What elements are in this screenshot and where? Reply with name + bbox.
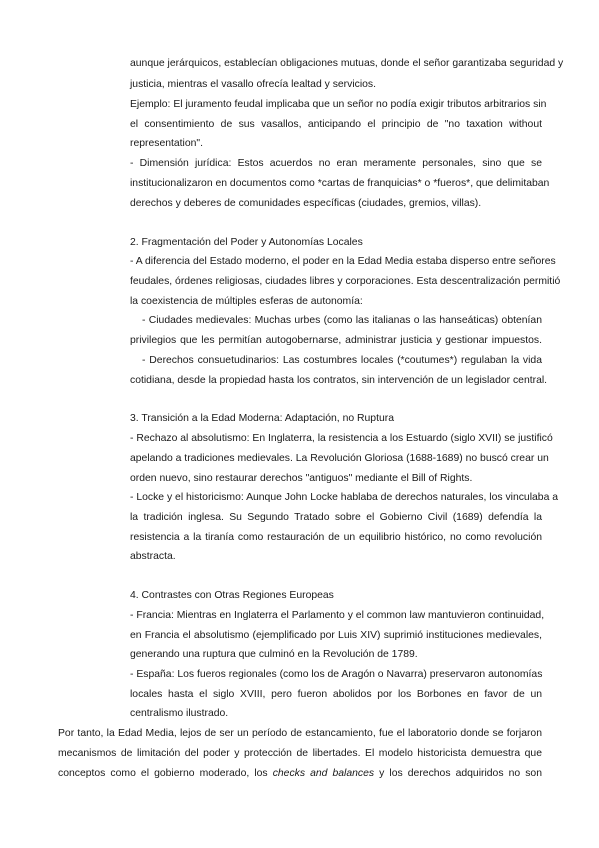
text-line: institucionalizaron en documentos como *cartas de franquicias* o *fueros*, que delimitaban xyxy=(130,178,550,189)
text-line: - España: Los fueros regionales (como los de Aragón o Navarra) preservaron autonomías xyxy=(130,669,543,680)
text-line: orden nuevo, sino restaurar derechos "antiguos" mediante el Bill of Rights. xyxy=(130,473,473,484)
text-line: la tradición inglesa. Su Segundo Tratado sobre el Gobierno Civil (1689) defendía la xyxy=(130,512,542,523)
text-line: representation". xyxy=(130,138,204,149)
text-line: resistencia a la tiranía como restauración de un equilibrio histórico, no como revolución xyxy=(130,532,542,543)
text-segment: y los derechos adquiridos no son xyxy=(374,768,542,779)
text-line: aunque jerárquicos, establecían obligaciones mutuas, donde el señor garantizaba seguridad y xyxy=(130,58,564,69)
section-heading: 2. Fragmentación del Poder y Autonomías Locales xyxy=(130,237,363,248)
text-line: generando una ruptura que culminó en la Revolución de 1789. xyxy=(130,649,418,660)
text-line: - Derechos consuetudinarios: Las costumbres locales (*coutumes*) regulaban la vida xyxy=(142,355,542,366)
text-line: Ejemplo: El juramento feudal implicaba que un señor no podía exigir tributos arbitrarios sin xyxy=(130,99,547,110)
italic-term: checks and balances xyxy=(272,768,375,779)
section-heading: 3. Transición a la Edad Moderna: Adaptación, no Ruptura xyxy=(130,413,394,424)
text-line: apelando a tradiciones medievales. La Revolución Gloriosa (1688-1689) no buscó crear un xyxy=(130,453,549,464)
text-line: derechos y deberes de comunidades específicas (ciudades, gremios, villas). xyxy=(130,198,482,209)
text-line: Por tanto, la Edad Media, lejos de ser un período de estancamiento, fue el laboratorio donde se forjaron xyxy=(58,728,542,739)
text-line: la coexistencia de múltiples esferas de autonomía: xyxy=(130,296,363,307)
text-line: centralismo ilustrado. xyxy=(130,708,229,719)
text-line: en Francia el absolutismo (ejemplificado por Luis XIV) suprimió instituciones medievales, xyxy=(130,630,542,641)
text-line: - Ciudades medievales: Muchas urbes (como las italianas o las hanseáticas) obtenían xyxy=(142,315,542,326)
text-line: locales hasta el siglo XVIII, pero fueron abolidos por los Borbones en favor de un xyxy=(130,689,542,700)
text-line: - Dimensión jurídica: Estos acuerdos no eran meramente personales, sino que se xyxy=(130,158,542,169)
text-line: - A diferencia del Estado moderno, el poder en la Edad Media estaba disperso entre señores xyxy=(130,256,556,267)
text-line: - Locke y el historicismo: Aunque John Locke hablaba de derechos naturales, los vinculaba a xyxy=(130,492,559,503)
text-line: privilegios que les permitían autogobernarse, administrar justicia y gestionar impuestos. xyxy=(130,335,542,346)
text-line: mecanismos de limitación del poder y protección de libertades. El modelo historicista demuestra que xyxy=(58,748,542,759)
text-line: feudales, órdenes religiosas, ciudades libres y corporaciones. Esta descentralización permitió xyxy=(130,276,561,287)
text-line: abstracta. xyxy=(130,551,176,562)
text-line xyxy=(58,767,542,780)
section-heading: 4. Contrastes con Otras Regiones Europeas xyxy=(130,590,334,601)
text-line: - Rechazo al absolutismo: En Inglaterra, la resistencia a los Estuardo (siglo XVII) se justificó xyxy=(130,433,553,444)
text-line: justicia, mientras el vasallo ofrecía lealtad y servicios. xyxy=(130,79,377,90)
text-segment: conceptos como el gobierno moderado, los xyxy=(58,768,273,779)
text-line: el consentimiento de sus vasallos, anticipando el principio de "no taxation without xyxy=(130,119,542,130)
text-line: - Francia: Mientras en Inglaterra el Parlamento y el common law mantuvieron continuidad, xyxy=(130,610,545,621)
text-line: cotidiana, desde la propiedad hasta los contratos, sin intervención de un legislador central. xyxy=(130,375,548,386)
